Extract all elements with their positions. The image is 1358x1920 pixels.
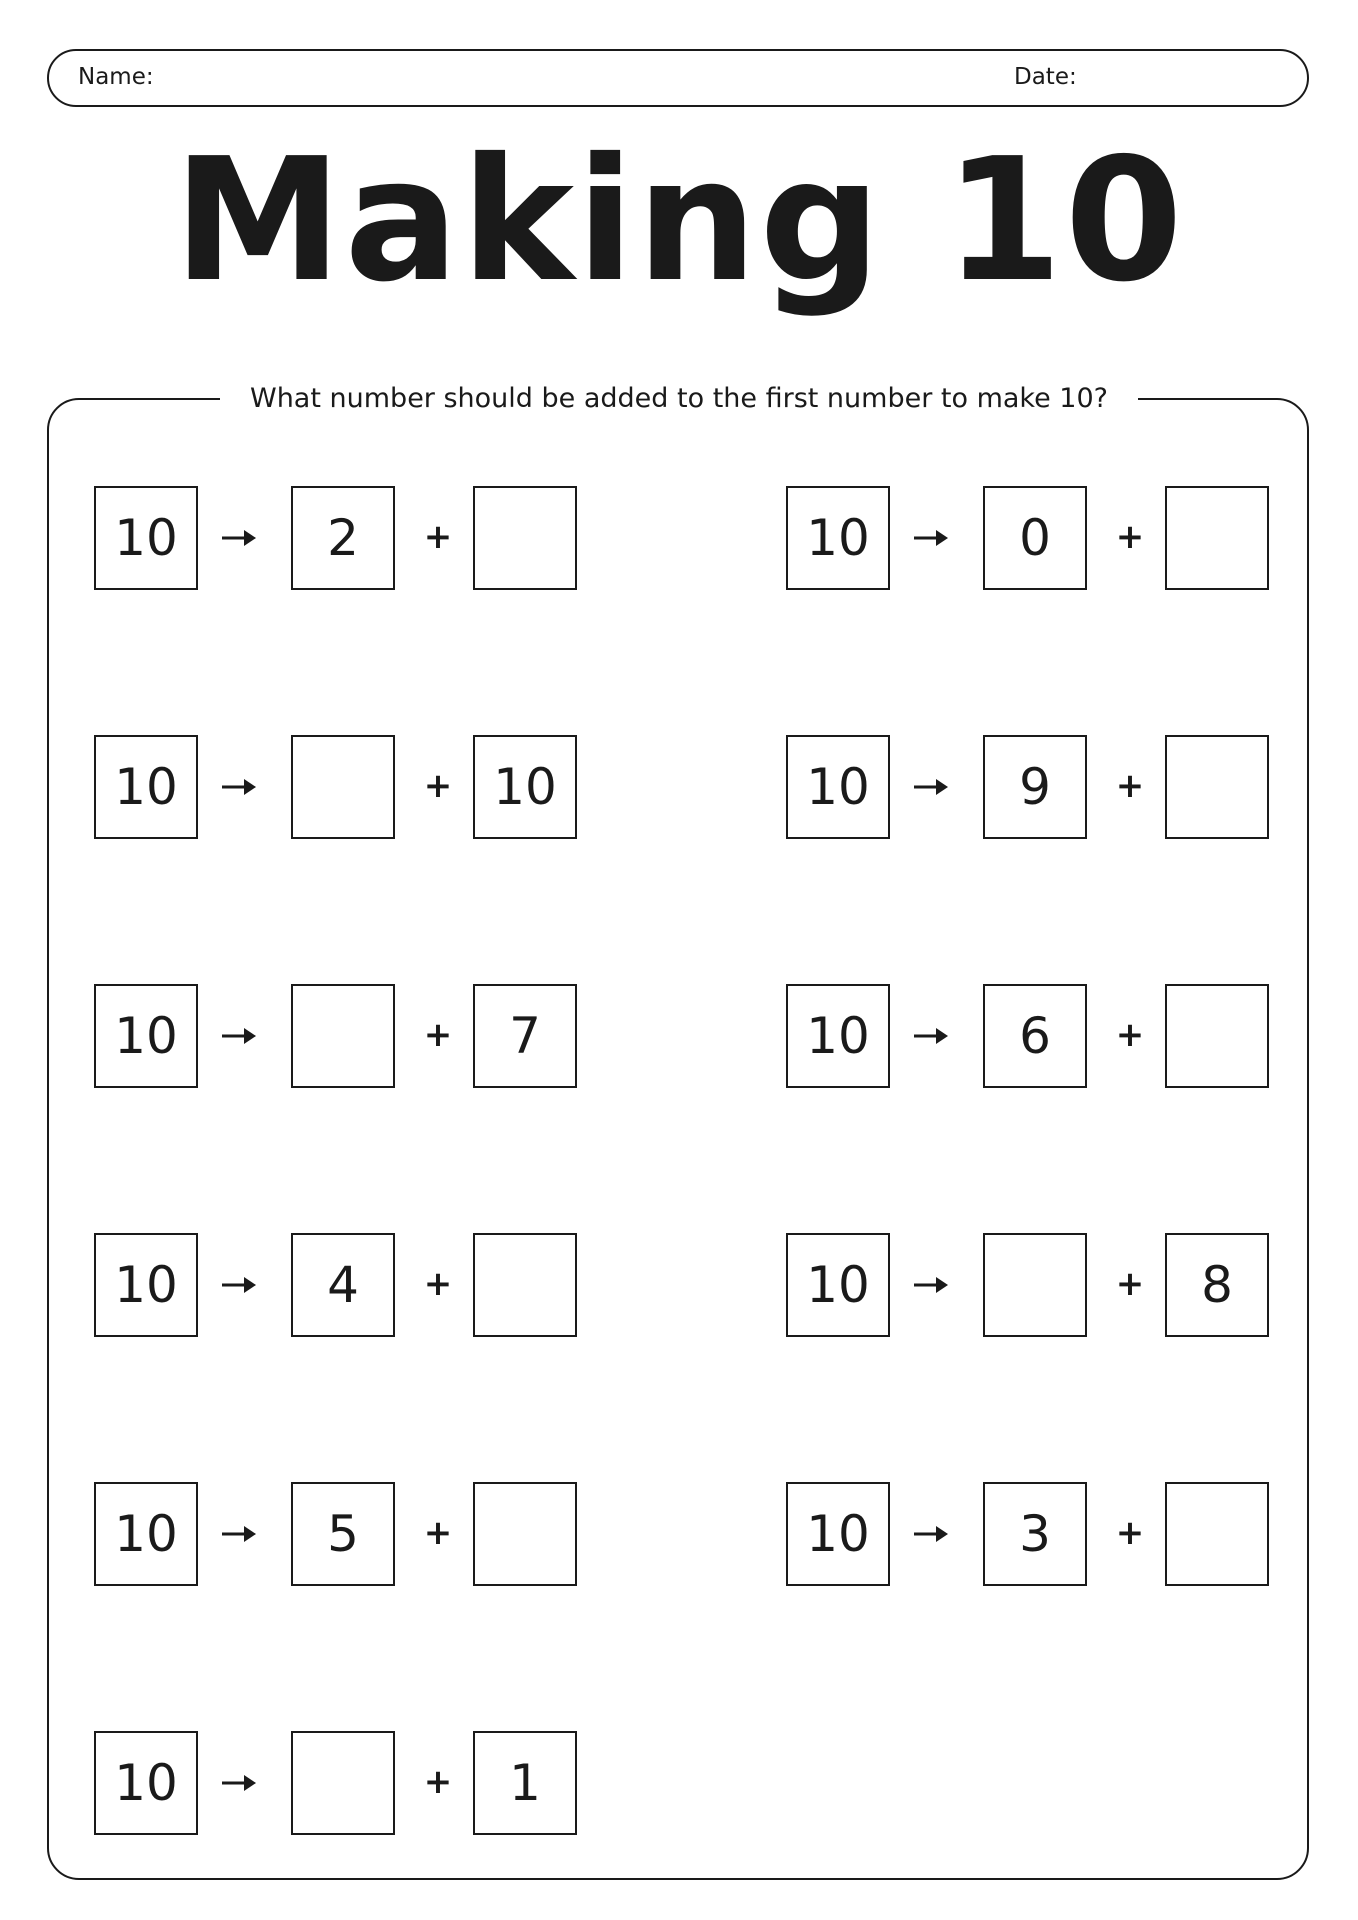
plus-sign: +: [423, 766, 453, 806]
plus-sign: +: [423, 1762, 453, 1802]
addend-box-left[interactable]: 0: [983, 486, 1087, 590]
addend-box-left[interactable]: [291, 984, 395, 1088]
addend-box-right[interactable]: 7: [473, 984, 577, 1088]
name-label: Name:: [78, 64, 154, 90]
addend-box-right[interactable]: [1165, 984, 1269, 1088]
addend-box-right[interactable]: 10: [473, 735, 577, 839]
addend-box-left[interactable]: 2: [291, 486, 395, 590]
addend-box-left[interactable]: [291, 1731, 395, 1835]
addend-box-right[interactable]: [1165, 486, 1269, 590]
addend-box-left[interactable]: 6: [983, 984, 1087, 1088]
arrow-icon: [220, 1522, 260, 1546]
addend-box-left[interactable]: 3: [983, 1482, 1087, 1586]
total-box: 10: [786, 984, 890, 1088]
plus-sign: +: [1115, 1015, 1145, 1055]
total-box: 10: [94, 1731, 198, 1835]
arrow-icon: [912, 1273, 952, 1297]
header-bar: [47, 49, 1309, 107]
total-box: 10: [786, 486, 890, 590]
addend-box-right[interactable]: 1: [473, 1731, 577, 1835]
addend-box-left[interactable]: [291, 735, 395, 839]
plus-sign: +: [423, 1513, 453, 1553]
problems-panel: [47, 398, 1309, 1880]
date-label: Date:: [1014, 64, 1077, 90]
total-box: 10: [786, 1482, 890, 1586]
arrow-icon: [912, 1522, 952, 1546]
arrow-icon: [220, 1024, 260, 1048]
addend-box-right[interactable]: [473, 1233, 577, 1337]
addend-box-right[interactable]: [1165, 735, 1269, 839]
plus-sign: +: [1115, 517, 1145, 557]
plus-sign: +: [1115, 766, 1145, 806]
plus-sign: +: [423, 1264, 453, 1304]
arrow-icon: [220, 526, 260, 550]
total-box: 10: [94, 735, 198, 839]
addend-box-right[interactable]: 8: [1165, 1233, 1269, 1337]
addend-box-left[interactable]: 4: [291, 1233, 395, 1337]
page-title: Making 10: [173, 122, 1185, 320]
addend-box-right[interactable]: [473, 486, 577, 590]
arrow-icon: [220, 775, 260, 799]
plus-sign: +: [1115, 1513, 1145, 1553]
instruction-line: [0, 383, 1358, 414]
addend-box-right[interactable]: [473, 1482, 577, 1586]
total-box: 10: [94, 1482, 198, 1586]
arrow-icon: [220, 1273, 260, 1297]
total-box: 10: [94, 486, 198, 590]
addend-box-left[interactable]: 5: [291, 1482, 395, 1586]
addend-box-right[interactable]: [1165, 1482, 1269, 1586]
addend-box-left[interactable]: 9: [983, 735, 1087, 839]
plus-sign: +: [1115, 1264, 1145, 1304]
total-box: 10: [94, 984, 198, 1088]
arrow-icon: [220, 1771, 260, 1795]
plus-sign: +: [423, 1015, 453, 1055]
total-box: 10: [94, 1233, 198, 1337]
total-box: 10: [786, 735, 890, 839]
total-box: 10: [786, 1233, 890, 1337]
addend-box-left[interactable]: [983, 1233, 1087, 1337]
arrow-icon: [912, 526, 952, 550]
arrow-icon: [912, 775, 952, 799]
plus-sign: +: [423, 517, 453, 557]
instruction-text: What number should be added to the first number to make 10?: [220, 383, 1138, 414]
arrow-icon: [912, 1024, 952, 1048]
